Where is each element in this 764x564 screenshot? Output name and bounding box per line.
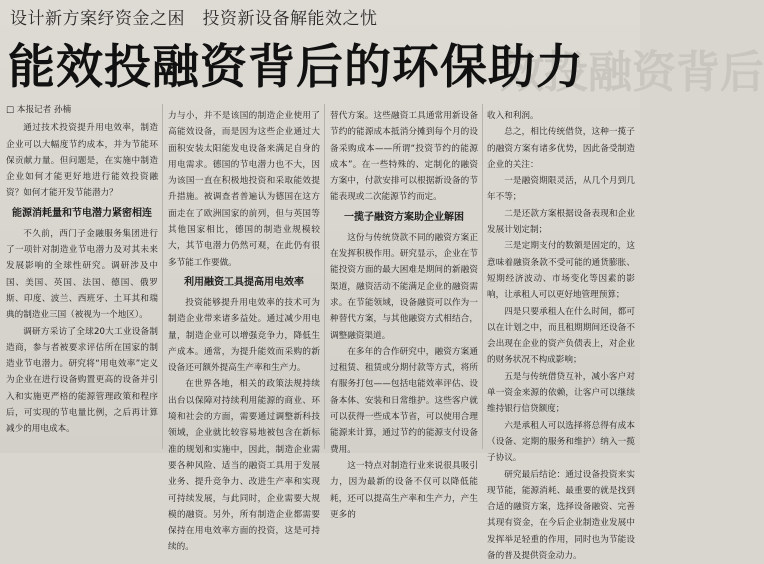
article-subtitle: 设计新方案纾资金之困 投资新设备解能效之忧	[10, 9, 378, 29]
section-heading: 能源消耗量和节电潜力紧密相连	[12, 207, 152, 219]
byline: □ 本报记者 孙楠	[6, 105, 72, 115]
section-heading: 一揽子融资方案助企业解困	[344, 211, 464, 223]
paragraph: 在世界各地，相关的政策法规持续出台以保障对持续利用能源的商业、环境和社会的方面，需要通过调整新科技领域，企业就比较容易地被包含在新标准的规划和实施中，因此，制造企业需要各种风险、适当的融资工具用于发展业务、提升竞争力、改进生产率和实现可持续发展，与此同时，企业需要大规模的融资。另外，所有制造企业都需要保持在用电效率方面的投资，这是可持续的。	[168, 379, 320, 553]
paragraph: 研究最后结论：通过设备投资来实现节能，能源消耗、最重要的就是找到合适的融资方案，选择设备融资、完善其现有资金，在今后企业制造业发展中发挥举足轻重的作用，同时也为节能设备的普及提供资金动力。	[487, 469, 635, 562]
paragraph: 不久前，西门子金融服务集团进行了一项针对制造业节电潜力及对其未来发展影响的全球性研究。调研涉及中国、美国、英国、法国、德国、俄罗斯、印度、波兰、西班牙、土耳其和瑞典的制造业三国（被视为一个地区）。	[6, 228, 158, 321]
paragraph: 通过技术投资提升用电效率，制造企业可以大幅度节约成本，并为节能环保贡献力量。但问题是，在实施中制造企业如何才能更好地进行能效投资融资？如何才能开发节能潜力？	[6, 123, 158, 199]
article-title: 能效投融资背后的环保助力	[8, 40, 584, 95]
paragraph: 二是还款方案根据设备表现和企业发展计划定制；	[487, 208, 635, 236]
paragraph: 力与小，并不是该国的制造企业使用了高能效设备，而是因为这些企业通过大面积安装太阳能发电设备来满足自身的用电需求。德国的节电潜力也不大，因为该国一直在积极地投资和采取能效提升措施。被调查者普遍认为德国在这方面走在了欧洲国家的前列，但与英国等其他国家相比，德国的制造业规模较大，其节电潜力仍然可观，在此仍有很多节能工作要做。	[168, 111, 320, 268]
paragraph: 五是与传统借贷互补，减小客户对单一资金来源的依赖，让客户可以继续维持银行信贷额度；	[487, 371, 635, 415]
column-4	[487, 108, 635, 562]
paragraph: 三是定期支付的数额是固定的，这意味着融资条款不受可能的通货膨胀、短期经济波动、市场变化等因素的影响，让承租人可以更好地管理预算；	[487, 241, 635, 301]
column-3	[330, 108, 478, 520]
paragraph: 在多年的合作研究中，融资方案通过租赁、租赁或分期付款等方式，将所有服务打包——包括电能效率评估、设备本体、安装和日常维护。这些客户就可以获得一些成本节省，可以使用合理能源来计算，通过节约的能源支付设备费用。	[330, 346, 478, 455]
section-heading: 利用融资工具提高用电效率	[184, 276, 304, 288]
column-2	[168, 108, 320, 553]
paragraph: 总之，相比传统借贷，这种一揽子的融资方案有诸多优势，因此备受制造企业的关注：	[487, 127, 635, 170]
paragraph: 这份与传统贷款不同的融资方案正在发挥积极作用。研究显示，企业在节能投资方面的最大困难是期间的新融资渠道，融资活动不能满足企业的融资需求。在节能领域，设备融资可以作为一种替代方案，与其他融资方式相结合，调整融资渠道。	[330, 232, 478, 341]
paragraph: 六是承租人可以选择将总得有成本（设备、定期的服务和维护）纳入一揽子协议。	[487, 420, 635, 464]
paragraph: 投资能够提升用电效率的技术可为制造企业带来诸多益处。通过减少用电量，制造企业可以增强竞争力，降低生产成本。通常，为提升能效而采购的新设备还可额外提高生产率和生产力。	[168, 297, 320, 374]
paragraph: 收入和利润。	[487, 111, 539, 121]
column-divider	[162, 104, 163, 449]
column-divider	[482, 104, 483, 449]
paragraph: 一是融资期限灵活，从几个月到几年不等；	[487, 176, 635, 203]
column-divider	[324, 104, 325, 449]
paragraph: 调研方采访了全球20大工业设备制造商，参与者被要求评估所在国家的制造业节电潜力。研究将“用电效率”定义为企业在进行设备购置更高的设备并引入和实施更严格的能源管理政策和程序后，可实现的节电量比例，之后再计算减少的用电成本。	[6, 326, 158, 435]
paragraph: 替代方案。这些融资工具通常用新设备节约的能源成本抵消分摊到每个月的设备采购成本——所谓“投资节约的能源成本”。在一些特殊的、定制化的融资方案中，付款安排可以根据新设备的节能表现或二次能源节约而定。	[330, 111, 478, 203]
paragraph: 四是只要承租人在什么时间，都可以在计划之中，而且租期期间还设备不会出现在企业的资产负债表上，对企业的财务状况不构成影响；	[487, 306, 635, 366]
paragraph: 这一特点对制造行业来说很具吸引力，因为最新的设备不仅可以降低能耗，还可以提高生产率和生产力，产生更多的	[330, 460, 478, 520]
bleed-through-text: 效投融资背后	[500, 47, 764, 98]
column-1	[6, 102, 158, 453]
